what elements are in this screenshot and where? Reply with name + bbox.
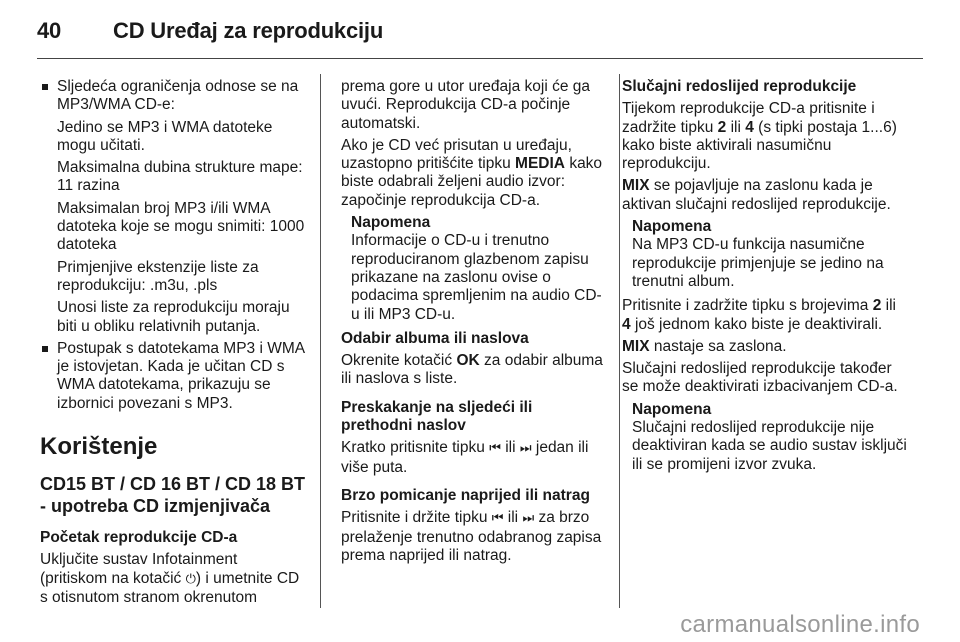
header-rule <box>37 58 923 59</box>
bullet-square-icon <box>42 346 48 352</box>
bullet-item <box>40 78 308 115</box>
paragraph-title: Preskakanje na sljedeći ili prethodni naslov <box>341 398 533 435</box>
paragraph: Slučajni redoslijed reprodukcije također se može deaktivirati izbacivanjem CD-a. <box>622 360 898 396</box>
paragraph: Okrenite kotačić OK za odabir albuma ili naslova s liste. <box>341 352 603 388</box>
column-left <box>40 78 308 611</box>
paragraph: Tijekom reprodukcije CD-a pritisnite i zadržite tipku 2 ili 4 (s tipki postaja 1...6) kako biste aktivirali nasumičnu reprodukciju. <box>622 100 897 173</box>
note-title: Napomena <box>351 214 431 232</box>
paragraph-title: Slučajni redoslijed reprodukcije <box>622 78 857 95</box>
paragraph: Ako je CD već prisutan u uređaju, uzastopno pritišćite tipku MEDIA kako biste odabrali željeni audio izvor: započinje reprodukcija CD-a. <box>341 136 603 209</box>
previous-track-icon: ⏮ <box>491 511 504 527</box>
note-text: Informacije o CD-u i trenutno reproduciranom glazbenom zapisu prikazane na zaslonu ovise o podacima spremljenim na audio CD-u ili MP3 CD-u. <box>351 232 602 323</box>
key-label: MIX <box>622 177 650 195</box>
paragraph: Uključite sustav Infotainment (pritiskom na kotačić ⏻) i umetnite CD s otisnutom stranom okrenutom <box>40 551 300 606</box>
column-divider <box>320 74 321 608</box>
list-item: Maksimalan broj MP3 i/ili WMA datoteka koje se mogu snimiti: 1000 datoteka <box>57 199 305 254</box>
column-divider <box>619 74 620 608</box>
power-icon: ⏻ <box>185 571 196 587</box>
note-title: Napomena <box>632 400 712 418</box>
note-title: Napomena <box>632 218 712 236</box>
next-track-icon: ⏭ <box>519 441 532 457</box>
bullet-item <box>40 340 308 413</box>
watermark: carmanualsonline.info <box>680 611 920 638</box>
list-item: Jedino se MP3 i WMA datoteke mogu učitati. <box>57 118 273 154</box>
note-box <box>341 214 603 324</box>
note-box <box>622 401 907 474</box>
key-label: MIX <box>622 337 650 355</box>
list-item: Primjenjive ekstenzije liste za reprodukciju: .m3u, .pls <box>57 258 259 294</box>
paragraph-title: Početak reprodukcije CD-a <box>40 529 238 547</box>
page-header <box>37 18 383 44</box>
subsection-heading: CD15 BT / CD 16 BT / CD 18 BT - upotreba CD izmjenjivača <box>40 474 306 517</box>
paragraph: MIX nastaje sa zaslona. <box>622 337 787 355</box>
next-track-icon: ⏭ <box>522 511 535 527</box>
paragraph: prema gore u utor uređaja koji će ga uvući. Reprodukcija CD-a počinje automatski. <box>341 78 591 132</box>
previous-track-icon: ⏮ <box>489 441 501 457</box>
bullet-text: Sljedeća ograničenja odnose se na MP3/WMA CD-e: <box>57 78 299 114</box>
key-label: MEDIA <box>515 155 565 173</box>
paragraph: MIX se pojavljuje na zaslonu kada je aktivan slučajni redoslijed reprodukcije. <box>622 177 891 213</box>
page-title: CD Uređaj za reprodukciju <box>113 18 384 43</box>
list-item: Maksimalna dubina strukture mape: 11 razina <box>57 159 303 195</box>
note-text: Slučajni redoslijed reprodukcije nije deaktiviran kada se audio sustav isključi ili se promijeni izvor zvuka. <box>632 419 907 473</box>
paragraph: Pritisnite i držite tipku ⏮ ili ⏭ za brzo prelaženje trenutno odabranog zapisa prema naprijed ili natrag. <box>341 509 602 564</box>
list-item: Unosi liste za reprodukciju moraju biti u obliku relativnih putanja. <box>57 299 290 335</box>
paragraph-title: Brzo pomicanje naprijed ili natrag <box>341 486 590 504</box>
key-label: OK <box>456 352 480 370</box>
section-heading: Korištenje <box>40 433 158 461</box>
note-text: Na MP3 CD-u funkcija nasumične reprodukcije primjenjuje se jedino na trenutni album. <box>632 236 884 290</box>
note-box <box>622 218 907 291</box>
paragraph: Kratko pritisnite tipku ⏮ ili ⏭ jedan ili više puta. <box>341 439 589 476</box>
bullet-text: Postupak s datotekama MP3 i WMA je istovjetan. Kada je učitan CD s WMA datotekama, prikazuju se izbornici povezani s MP3. <box>57 339 305 412</box>
column-right <box>622 78 907 480</box>
page-number: 40 <box>37 18 62 43</box>
paragraph-title: Odabir albuma ili naslova <box>341 329 529 347</box>
column-middle <box>341 78 603 569</box>
bullet-square-icon <box>42 84 48 90</box>
paragraph: Pritisnite i zadržite tipku s brojevima 2 ili 4 još jednom kako biste je deaktivirali. <box>622 297 896 333</box>
